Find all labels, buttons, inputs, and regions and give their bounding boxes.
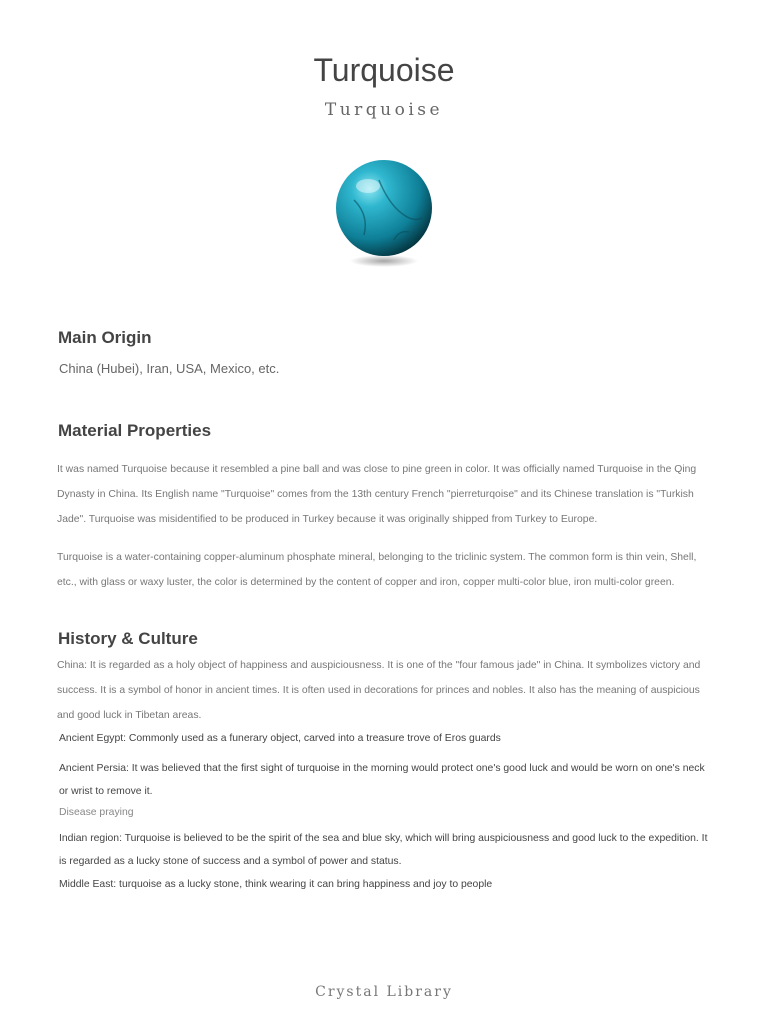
material-properties-heading: Material Properties [58,421,212,440]
history-item: Disease praying [59,807,134,818]
main-origin-text: China (Hubei), Iran, USA, Mexico, etc. [59,361,280,376]
page-title: Turquoise [313,52,455,88]
material-paragraph: Turquoise is a water-containing copper-aluminum phosphate mineral, belonging to the triclinic system. The common form is thin vein, Shell, etc., with glass or waxy luster, the color is determined by the content of copper and iron, copper multi-color blue, iron multi-color green. [57,552,697,588]
history-item: Middle East: turquoise as a lucky stone, think wearing it can bring happiness and joy to people [59,879,493,890]
history-item: Indian region: Turquoise is believed to be the spirit of the sea and blue sky, which will bring auspiciousness and good luck to the expedition. It is regarded as a lucky stone of success and a symbol of power and status. [59,833,708,867]
history-intro: China: It is regarded as a holy object of happiness and auspiciousness. It is one of the "four famous jade" in China. It symbolizes victory and success. It is a symbol of honor in ancient times. It is often used in decorations for princes and nobles. It also has the meaning of auspicious and good luck in Tibetan areas. [57,660,701,721]
history-item: Ancient Egypt: Commonly used as a funerary object, carved into a treasure trove of Eros guards [59,733,501,744]
history-item: Ancient Persia: It was believed that the first sight of turquoise in the morning would protect one's good luck and would be worn on one's neck or wrist to remove it. [59,763,705,797]
footer-brand: Crystal Library [315,984,453,1000]
page-subtitle: Turquoise [324,100,444,120]
material-paragraph: It was named Turquoise because it resembled a pine ball and was close to pine green in color. It was officially named Turquoise in the Qing Dynasty in China. Its English name "Turquoise" comes from the 13th century French "pierreturqoise" and its Chinese translation is "Turkish Jade". Turquoise was misidentified to be produced in Turkey because it was originally shipped from Turkey to Europe. [57,464,697,525]
turquoise-ball-icon [334,160,434,270]
history-culture-heading: History & Culture [58,629,198,648]
main-origin-heading: Main Origin [58,328,152,347]
